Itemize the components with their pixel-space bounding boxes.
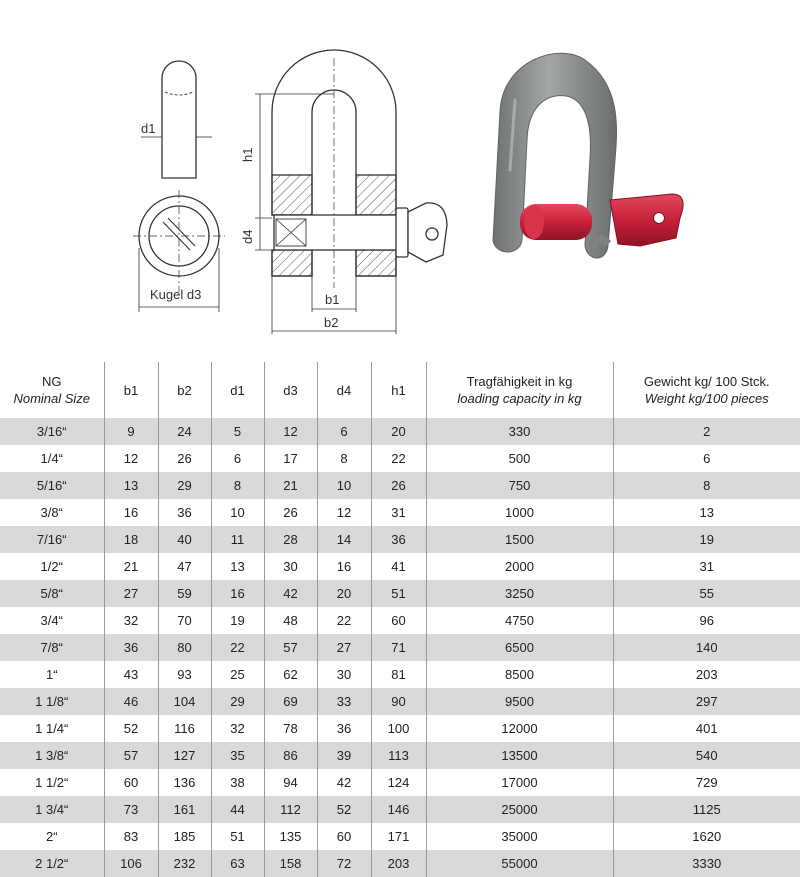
cell-h1: 36 [371,526,426,553]
cell-weight: 2 [613,418,800,445]
cell-h1: 81 [371,661,426,688]
cell-loading-capacity: 12000 [426,715,613,742]
cell-h1: 60 [371,607,426,634]
label-b2: b2 [324,315,339,330]
cell-h1: 20 [371,418,426,445]
cell-nominal-size: 1/2“ [0,553,104,580]
cell-weight: 31 [613,553,800,580]
header-nominal-size: NG Nominal Size [13,374,91,406]
cell-loading-capacity: 8500 [426,661,613,688]
cell-weight: 401 [613,715,800,742]
cell-d3: 135 [264,823,317,850]
cell-nominal-size: 1 3/8“ [0,742,104,769]
front-view [255,50,447,334]
cell-h1: 51 [371,580,426,607]
table-row [0,526,800,553]
cell-h1: 124 [371,769,426,796]
cell-nominal-size: 3/16“ [0,418,104,445]
cell-d1: 22 [211,634,264,661]
table-row [0,499,800,526]
cell-b1: 32 [104,607,158,634]
cell-loading-capacity: 1000 [426,499,613,526]
cell-nominal-size: 2“ [0,823,104,850]
cell-b2: 161 [158,796,211,823]
cell-d1: 51 [211,823,264,850]
cell-d3: 28 [264,526,317,553]
specification-table [0,362,800,877]
cell-h1: 26 [371,472,426,499]
cell-d4: 10 [317,472,371,499]
cell-loading-capacity: 35000 [426,823,613,850]
cell-weight: 8 [613,472,800,499]
cell-loading-capacity: 55000 [426,850,613,877]
cell-b1: 9 [104,418,158,445]
header-d4: d4 [317,362,371,418]
technical-drawing [0,0,800,355]
cell-b1: 73 [104,796,158,823]
cell-d1: 44 [211,796,264,823]
cell-loading-capacity: 9500 [426,688,613,715]
label-h1: h1 [240,147,255,162]
cell-h1: 22 [371,445,426,472]
label-kugel-d3: Kugel d3 [150,287,202,302]
cell-d1: 16 [211,580,264,607]
table-row [0,688,800,715]
cell-d3: 48 [264,607,317,634]
table-row [0,850,800,877]
cell-loading-capacity: 330 [426,418,613,445]
cell-nominal-size: 1 1/4“ [0,715,104,742]
cell-b2: 40 [158,526,211,553]
cell-b2: 104 [158,688,211,715]
cell-b1: 36 [104,634,158,661]
cell-weight: 729 [613,769,800,796]
cell-d3: 112 [264,796,317,823]
cell-d3: 26 [264,499,317,526]
cell-d1: 63 [211,850,264,877]
cell-b2: 36 [158,499,211,526]
cell-h1: 41 [371,553,426,580]
cell-nominal-size: 7/16“ [0,526,104,553]
cell-d3: 86 [264,742,317,769]
cell-nominal-size: 7/8“ [0,634,104,661]
cell-b1: 21 [104,553,158,580]
cell-nominal-size: 1 1/8“ [0,688,104,715]
cell-weight: 19 [613,526,800,553]
cell-loading-capacity: 2000 [426,553,613,580]
cell-d1: 29 [211,688,264,715]
cell-d1: 8 [211,472,264,499]
table-body [0,418,800,877]
cell-d1: 38 [211,769,264,796]
cell-h1: 90 [371,688,426,715]
cell-weight: 297 [613,688,800,715]
cell-b1: 12 [104,445,158,472]
table-row [0,472,800,499]
cell-h1: 146 [371,796,426,823]
cell-d3: 69 [264,688,317,715]
cell-b2: 116 [158,715,211,742]
table-row [0,445,800,472]
cell-d3: 158 [264,850,317,877]
cell-loading-capacity: 4750 [426,607,613,634]
cell-loading-capacity: 1500 [426,526,613,553]
cell-d1: 5 [211,418,264,445]
side-view [133,61,225,312]
cell-d4: 30 [317,661,371,688]
cell-b1: 57 [104,742,158,769]
header-d3: d3 [264,362,317,418]
cell-b1: 60 [104,769,158,796]
cell-loading-capacity: 6500 [426,634,613,661]
cell-b1: 43 [104,661,158,688]
cell-b2: 93 [158,661,211,688]
table-row [0,715,800,742]
table-row [0,661,800,688]
cell-d1: 19 [211,607,264,634]
cell-b1: 27 [104,580,158,607]
cell-d4: 20 [317,580,371,607]
cell-b1: 18 [104,526,158,553]
header-b1: b1 [104,362,158,418]
cell-b2: 29 [158,472,211,499]
cell-d4: 39 [317,742,371,769]
cell-h1: 171 [371,823,426,850]
cell-d1: 6 [211,445,264,472]
cell-d4: 12 [317,499,371,526]
table-row [0,580,800,607]
cell-weight: 13 [613,499,800,526]
cell-loading-capacity: 25000 [426,796,613,823]
cell-b1: 106 [104,850,158,877]
cell-h1: 203 [371,850,426,877]
cell-weight: 96 [613,607,800,634]
header-weight: Gewicht kg/ 100 Stck. Weight kg/100 pieces [613,362,800,418]
cell-d3: 78 [264,715,317,742]
cell-weight: 1125 [613,796,800,823]
table-row [0,553,800,580]
cell-nominal-size: 1 3/4“ [0,796,104,823]
cell-weight: 3330 [613,850,800,877]
cell-d3: 42 [264,580,317,607]
cell-loading-capacity: 750 [426,472,613,499]
cell-d3: 17 [264,445,317,472]
cell-nominal-size: 3/8“ [0,499,104,526]
header-b2: b2 [158,362,211,418]
cell-d4: 60 [317,823,371,850]
cell-nominal-size: 3/4“ [0,607,104,634]
cell-d4: 22 [317,607,371,634]
table-row [0,607,800,634]
cell-weight: 6 [613,445,800,472]
cell-h1: 100 [371,715,426,742]
cell-loading-capacity: 500 [426,445,613,472]
cell-d3: 62 [264,661,317,688]
cell-b2: 26 [158,445,211,472]
table-row [0,823,800,850]
cell-b2: 59 [158,580,211,607]
header-h1: h1 [371,362,426,418]
cell-d3: 21 [264,472,317,499]
cell-weight: 540 [613,742,800,769]
cell-b2: 232 [158,850,211,877]
cell-weight: 1620 [613,823,800,850]
table-row [0,418,800,445]
cell-d3: 30 [264,553,317,580]
cell-b1: 52 [104,715,158,742]
cell-d3: 57 [264,634,317,661]
cell-d1: 25 [211,661,264,688]
cell-weight: 140 [613,634,800,661]
cell-d4: 6 [317,418,371,445]
table-row [0,796,800,823]
cell-nominal-size: 5/16“ [0,472,104,499]
cell-b1: 83 [104,823,158,850]
cell-d3: 12 [264,418,317,445]
cell-h1: 71 [371,634,426,661]
label-b1: b1 [325,292,340,307]
cell-h1: 31 [371,499,426,526]
cell-b2: 127 [158,742,211,769]
cell-d4: 72 [317,850,371,877]
cell-d1: 11 [211,526,264,553]
cell-d4: 16 [317,553,371,580]
table-row [0,769,800,796]
cell-b2: 24 [158,418,211,445]
cell-b1: 46 [104,688,158,715]
table-header-row [0,362,800,418]
cell-d4: 8 [317,445,371,472]
cell-d4: 52 [317,796,371,823]
cell-d1: 32 [211,715,264,742]
cell-b2: 80 [158,634,211,661]
header-loading-capacity: Tragfähigkeit in kg loading capacity in kg [426,362,613,418]
label-d4: d4 [240,229,255,244]
cell-b2: 70 [158,607,211,634]
cell-nominal-size: 2 1/2“ [0,850,104,877]
table-row [0,634,800,661]
cell-d4: 27 [317,634,371,661]
cell-d3: 94 [264,769,317,796]
cell-b2: 185 [158,823,211,850]
cell-weight: 55 [613,580,800,607]
cell-h1: 113 [371,742,426,769]
cell-loading-capacity: 3250 [426,580,613,607]
cell-d1: 13 [211,553,264,580]
cell-d1: 35 [211,742,264,769]
cell-d4: 33 [317,688,371,715]
cell-nominal-size: 1 1/2“ [0,769,104,796]
cell-nominal-size: 1/4“ [0,445,104,472]
cell-nominal-size: 5/8“ [0,580,104,607]
cell-nominal-size: 1“ [0,661,104,688]
cell-d4: 14 [317,526,371,553]
cell-b2: 47 [158,553,211,580]
label-d1: d1 [141,121,156,136]
table-row [0,742,800,769]
cell-d4: 36 [317,715,371,742]
cell-b1: 13 [104,472,158,499]
header-d1: d1 [211,362,264,418]
cell-b2: 136 [158,769,211,796]
cell-loading-capacity: 13500 [426,742,613,769]
cell-d4: 42 [317,769,371,796]
shackle-photo [493,53,683,258]
cell-loading-capacity: 17000 [426,769,613,796]
cell-d1: 10 [211,499,264,526]
cell-weight: 203 [613,661,800,688]
cell-b1: 16 [104,499,158,526]
